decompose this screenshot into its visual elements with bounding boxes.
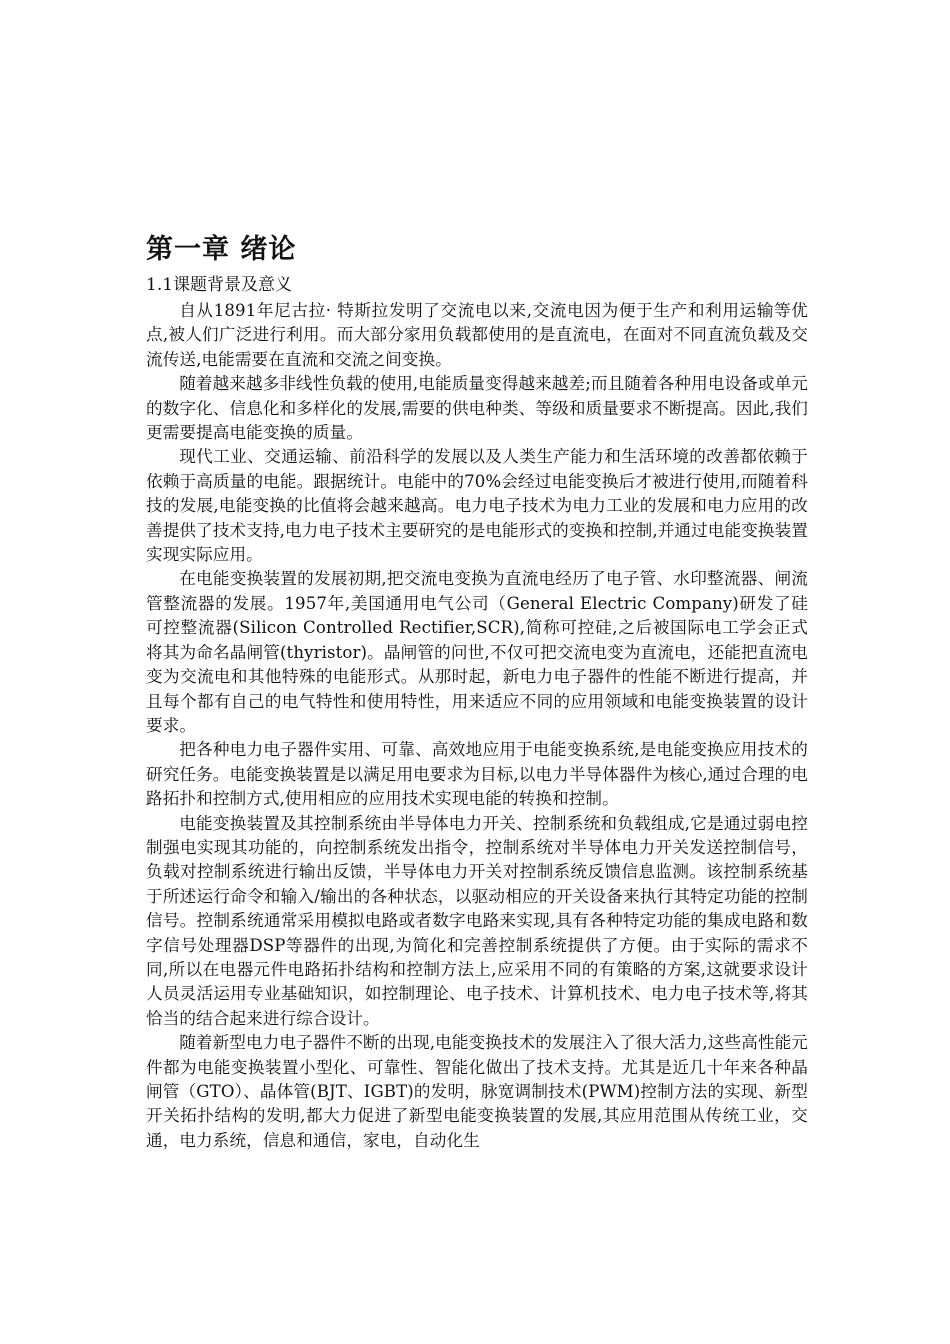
chapter-title: 第一章 绪论: [146, 234, 297, 265]
section-title: 1.1课题背景及意义: [146, 275, 293, 295]
body-paragraph: 自从1891年尼古拉· 特斯拉发明了交流电以来,交流电因为便于生产和利用运输等优点,被人们广泛进行利用。而大部分家用负载都使用的是直流电，在面对不同直流负载及交流传送,电能需要在直流和交流之间变换。: [146, 301, 808, 369]
body-paragraph: 把各种电力电子器件实用、可靠、高效地应用于电能变换系统,是电能变换应用技术的研究任务。电能变换装置是以满足用电要求为目标,以电力半导体器件为核心,通过合理的电路拓扑和控制方式,使用相应的应用技术实现电能的转换和控制。: [146, 740, 808, 809]
body-paragraph: 随着新型电力电子器件不断的出现,电能变换技术的发展注入了很大活力,这些高性能元件都为电能变换装置小型化、可靠性、智能化做出了技术支持。尤其是近几十年来各种晶闸管（GTO）、晶体管(BJT、IGBT)的发明，脉宽调制技术(PWM)控制方法的实现、新型开关拓扑结构的发明,都大力促进了新型电能变换装置的发展,其应用范围从传统工业，交通，电力系统，信息和通信，家电，自动化生: [146, 1033, 808, 1150]
document-page: [146, 232, 808, 1153]
body-paragraph: 随着越来越多非线性负载的使用,电能质量变得越来越差;而且随着各种用电设备或单元的数字化、信息化和多样化的发展,需要的供电种类、等级和质量要求不断提高。因此,我们更需要提高电能变换的质量。: [146, 374, 808, 443]
body-paragraph: 现代工业、交通运输、前沿科学的发展以及人类生产能力和生活环境的改善都依赖于依赖于高质量的电能。跟据统计。电能中的70%会经过电能变换后才被进行使用,而随着科技的发展,电能变换的比值将会越来越高。电力电子技术为电力工业的发展和电力应用的改善提供了技术支持,电力电子技术主要研究的是电能形式的变换和控制,并通过电能变换装置实现实际应用。: [146, 447, 808, 565]
body-paragraph: 电能变换装置及其控制系统由半导体电力开关、控制系统和负载组成,它是通过弱电控制强电实现其功能的，向控制系统发出指令，控制系统对半导体电力开关发送控制信号，负载对控制系统进行输出反馈，半导体电力开关对控制系统反馈信息监测。该控制系统基于所述运行命令和输入/输出的各种状态，以驱动相应的开关设备来执行其特定功能的控制信号。控制系统通常采用模拟电路或者数字电路来实现,具有各种特定功能的集成电路和数字信号处理器DSP等器件的出现,为简化和完善控制系统提供了方便。由于实际的需求不同,所以在电器元件电路拓扑结构和控制方法上,应采用不同的有策略的方案,这就要求设计人员灵活运用专业基础知识，如控制理论、电子技术、计算机技术、电力电子技术等,将其恰当的结合起来进行综合设计。: [146, 813, 808, 1028]
body-paragraph: 在电能变换装置的发展初期,把交流电变换为直流电经历了电子管、水印整流器、闸流管整流器的发展。1957年,美国通用电气公司（General Electric Company)研发了硅可控整流器(Silicon Controlled Rectifier,SCR),简称可控硅,之后被国际电工学会正式将其为命名晶闸管(thyristor)。晶闸管的问世,不仅可把交流电变为直流电，还能把直流电变为交流电和其他特殊的电能形式。从那时起，新电力电子器件的性能不断进行提高，并且每个都有自己的电气特性和使用特性，用来适应不同的应用领域和电能变换装置的设计要求。: [146, 569, 808, 735]
